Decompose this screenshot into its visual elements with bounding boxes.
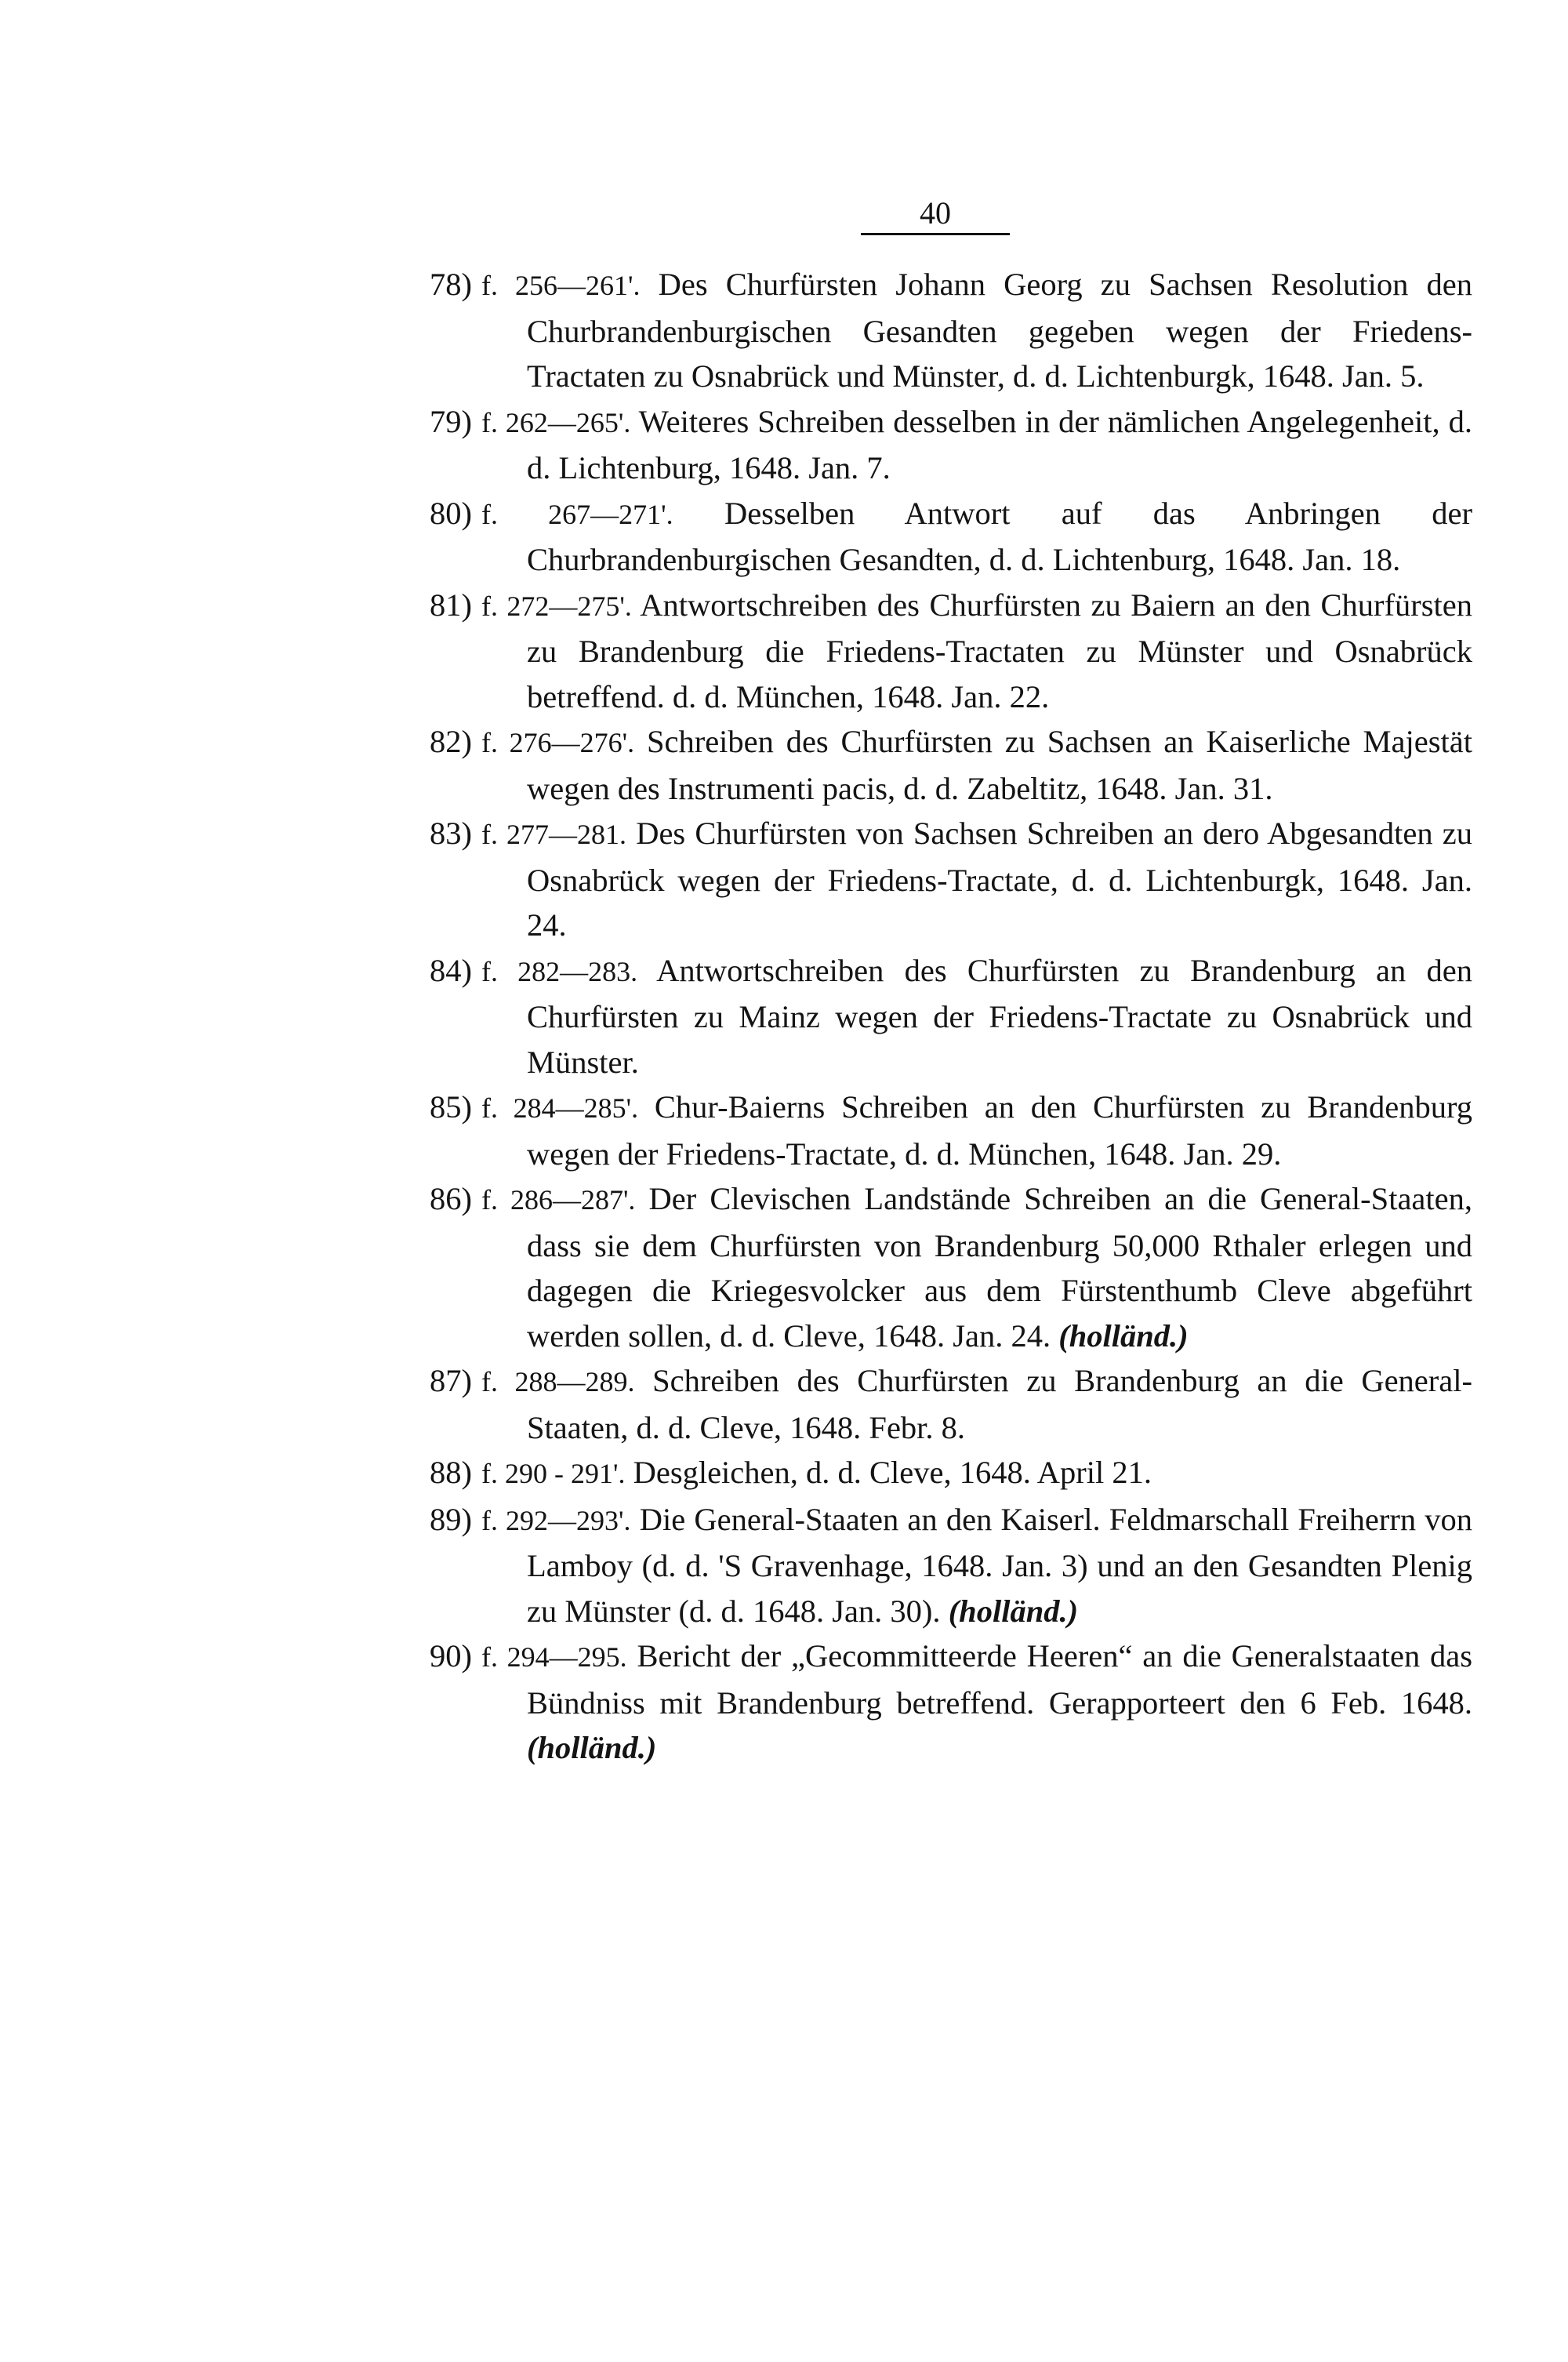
entry-text: Bericht der „Gecommitteerde Heeren“ an die Generalstaaten das Bündniss mit Brandenburg betreffend. Gerapporteert den 6 Feb. 1648. xyxy=(527,1638,1472,1721)
entry-folio: f. 256—261'. xyxy=(481,270,641,301)
catalog-entry xyxy=(430,948,1472,1085)
entry-folio: f. 292—293'. xyxy=(481,1504,631,1536)
entry-folio: f. 276—276'. xyxy=(481,727,635,758)
entry-text: Chur-Baierns Schreiben an den Churfürsten zu Brandenburg wegen der Friedens-Tractate, d. d. München, 1648. Jan. 29. xyxy=(527,1089,1472,1172)
entry-number: 79) xyxy=(430,403,472,439)
entry-folio: f. 290 - 291'. xyxy=(481,1458,626,1489)
catalog-entry xyxy=(430,1176,1472,1358)
entry-text: Die General-Staaten an den Kaiserl. Feldmarschall Freiherrn von Lamboy (d. d. 'S Gravenhage, 1648. Jan. 3) und an den Gesandten Plenig zu Münster (d. d. 1648. Jan. 30). xyxy=(527,1501,1473,1629)
catalog-entry xyxy=(430,719,1472,811)
catalog-entry xyxy=(430,1450,1472,1497)
catalog-entry xyxy=(430,1633,1472,1771)
language-note: (holländ.) xyxy=(948,1593,1079,1629)
catalog-entries xyxy=(430,262,1472,1771)
entry-number: 85) xyxy=(430,1089,472,1125)
entry-text: Des Churfürsten von Sachsen Schreiben an dero Abgesandten zu Osnabrück wegen der Friedens-Tractate, d. d. Lichtenburgk, 1648. Jan. 24. xyxy=(527,816,1472,943)
entry-text: Desgleichen, d. d. Cleve, 1648. April 21. xyxy=(633,1455,1152,1490)
entry-number: 81) xyxy=(430,587,472,623)
entry-number: 88) xyxy=(430,1455,472,1490)
entry-folio: f. 282—283. xyxy=(481,955,638,987)
catalog-entry xyxy=(430,491,1472,583)
catalog-entry xyxy=(430,1497,1472,1634)
entry-number: 83) xyxy=(430,816,472,851)
entry-number: 78) xyxy=(430,267,472,302)
entry-folio: f. 284—285'. xyxy=(481,1092,639,1124)
catalog-entry xyxy=(430,1358,1472,1450)
entry-folio: f. 288—289. xyxy=(481,1366,635,1397)
catalog-entry xyxy=(430,1085,1472,1176)
catalog-entry xyxy=(430,262,1472,399)
catalog-entry xyxy=(430,583,1472,720)
entry-text: Des Churfürsten Johann Georg zu Sachsen Resolution den Churbrandenburgischen Gesandten gegeben wegen der Friedens-Tractaten zu Osnabrück und Münster, d. d. Lichtenburgk, 1648. Jan. 5. xyxy=(527,267,1472,394)
catalog-entry xyxy=(430,811,1472,948)
entry-number: 87) xyxy=(430,1363,472,1398)
language-note: (holländ.) xyxy=(527,1730,657,1765)
entry-number: 86) xyxy=(430,1181,472,1216)
entry-text: Schreiben des Churfürsten zu Sachsen an Kaiserliche Majestät wegen des Instrumenti pacis, d. d. Zabeltitz, 1648. Jan. 31. xyxy=(527,724,1472,806)
language-note: (holländ.) xyxy=(1058,1317,1189,1354)
entry-folio: f. 262—265'. xyxy=(481,406,631,438)
entry-folio: f. 272—275'. xyxy=(481,590,632,622)
entry-number: 84) xyxy=(430,952,472,988)
entry-number: 90) xyxy=(430,1638,472,1673)
entry-folio: f. 286—287'. xyxy=(481,1184,636,1216)
entry-text: Desselben Antwort auf das Anbringen der Churbrandenburgischen Gesandten, d. d. Lichtenburg, 1648. Jan. 18. xyxy=(527,495,1473,577)
entry-number: 89) xyxy=(430,1501,472,1537)
entry-text: Antwortschreiben des Churfürsten zu Brandenburg an den Churfürsten zu Mainz wegen der Friedens-Tractate zu Osnabrück und Münster. xyxy=(527,952,1473,1080)
entry-text: Schreiben des Churfürsten zu Brandenburg an die General-Staaten, d. d. Cleve, 1648. Febr. 8. xyxy=(527,1363,1472,1445)
page-number: 40 xyxy=(920,195,951,231)
entry-text: Der Clevischen Landstände Schreiben an die General-Staaten, dass sie dem Churfürsten von Brandenburg 50,000 Rthaler erlegen und dagegen die Kriegesvolcker aus dem Fürstenthumb Cleve abgeführt werden sollen, d. d. Cleve, 1648. Jan. 24. xyxy=(527,1181,1472,1354)
catalog-entry xyxy=(430,399,1472,491)
entry-text: Antwortschreiben des Churfürsten zu Baiern an den Churfürsten zu Brandenburg die Friedens-Tractaten zu Münster und Osnabrück betreffend. d. d. München, 1648. Jan. 22. xyxy=(527,587,1472,714)
entry-number: 80) xyxy=(430,495,472,531)
entry-folio: f. 267—271'. xyxy=(481,498,673,530)
entry-text: Weiteres Schreiben desselben in der nämlichen Angelegenheit, d. d. Lichtenburg, 1648. Jan. 7. xyxy=(527,403,1472,485)
entry-folio: f. 294—295. xyxy=(481,1641,627,1673)
entry-number: 82) xyxy=(430,724,472,759)
entry-folio: f. 277—281. xyxy=(481,819,627,850)
page-number-rule xyxy=(861,233,1010,235)
